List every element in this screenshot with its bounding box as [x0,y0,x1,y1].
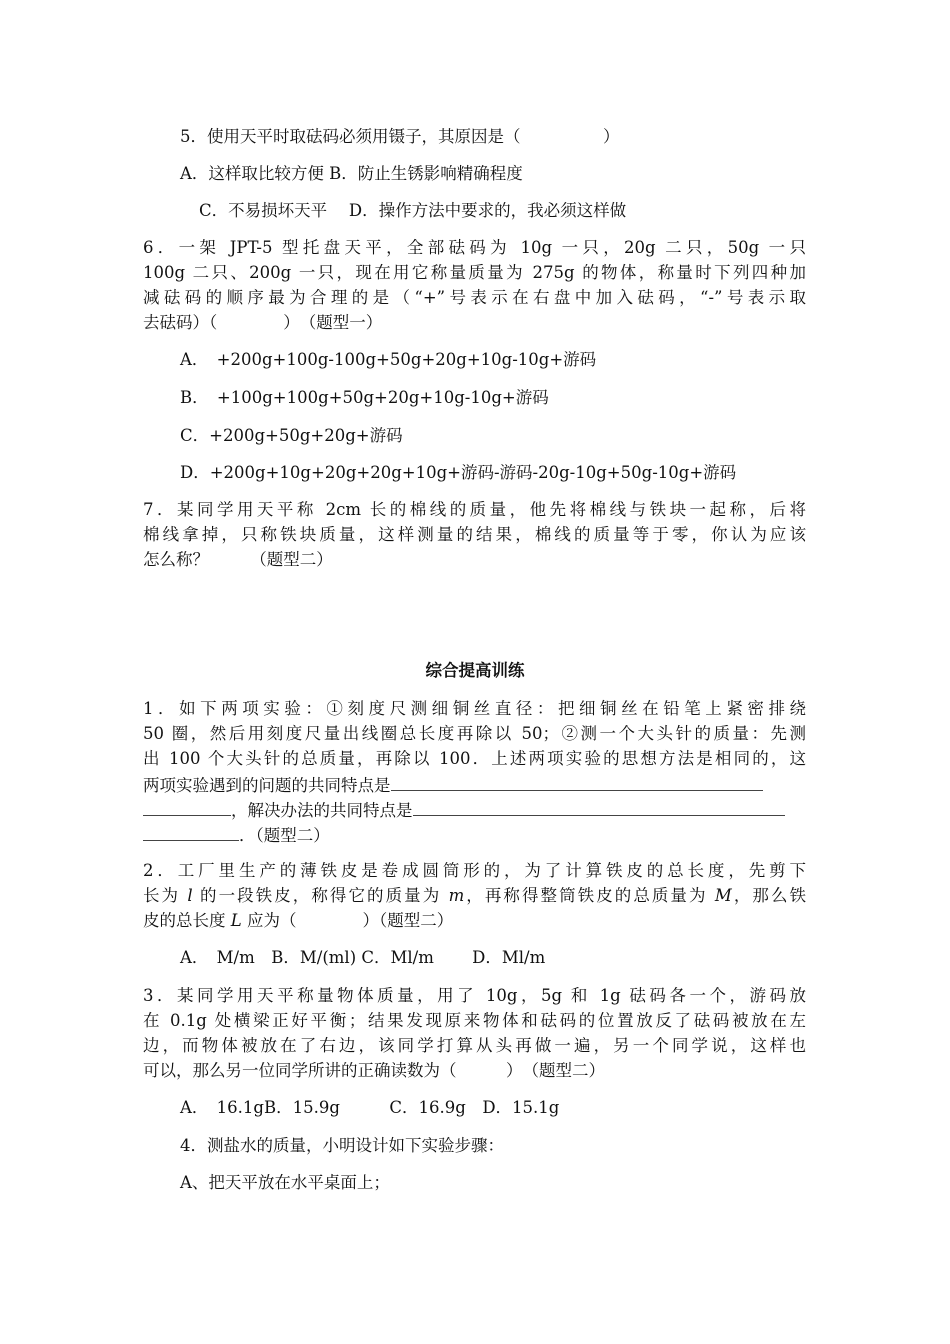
q6-line-1: 6．一架 JPT-5 型托盘天平，全部砝码为 10g 一只，20g 二只，50g 一只 [143,238,806,257]
s3-line-2: 在 0.1g 处横梁正好平衡；结果发现原来物体和砝码的位置放反了砝码被放在左 [143,1011,806,1030]
s1-line-5-text: ，解决办法的共同特点是 [231,801,413,820]
s2-options: A． M/m B．M/(ml) C．Ml/m D．Ml/m [180,948,546,967]
s1-line-1: 1．如下两项实验：①刻度尺测细铜丝直径：把细铜丝在铅笔上紧密排绕 [143,699,806,718]
q7-line-1: 7．某同学用天平称 2cm 长的棉线的质量，他先将棉线与铁块一起称，后将 [143,500,806,519]
s1-line-3: 出 100 个大头针的总质量，再除以 100．上述两项实验的思想方法是相同的，这 [143,749,806,768]
q6-option-d: D．+200g+10g+20g+20g+10g+游码-游码-20g-10g+50g-10g+游码 [180,463,737,482]
var-L: L [230,911,242,930]
s2-line-1: 2．工厂里生产的薄铁皮是卷成圆筒形的，为了计算铁皮的总长度，先剪下 [143,861,806,880]
s2-line-3-a: 皮的总长度 [143,911,231,930]
var-M: M [714,886,732,905]
s2-line-2-a: 长为 [143,886,188,905]
s4-step-a: A、把天平放在水平桌面上； [180,1173,390,1192]
s3-options: A． 16.1gB．15.9g C．16.9g D．15.1g [180,1098,560,1117]
q6-line-4: 去砝码）（ ） （题型一） [143,313,383,332]
s3-line-4: 可以，那么另一位同学所讲的正确读数为（ ） （题型二） [143,1061,605,1080]
q7-line-2: 棉线拿掉，只称铁块质量，这样测量的结果，棉线的质量等于零，你认为应该 [143,525,806,544]
s3-line-1: 3．某同学用天平称量物体质量，用了 10g，5g 和 1g 砝码各一个，游码放 [143,986,806,1005]
answer-blank-2-continued[interactable] [143,823,239,841]
s3-line-3: 边，而物体被放在了右边，该同学打算从头再做一遍，另一个同学说，这样也 [143,1036,806,1055]
q6-line-2: 100g 二只、200g 一只，现在用它称量质量为 275g 的物体，称量时下列四种加 [143,263,806,282]
s2-line-2-b: 的一段铁皮，称得它的质量为 [192,886,449,905]
s1-line-4 [143,773,763,797]
q6-option-c: C．+200g+50g+20g+游码 [180,426,403,445]
s1-line-5 [143,798,785,822]
section-title: 综合提高训练 [425,661,525,680]
answer-blank-2[interactable] [413,798,785,816]
q7-line-3: 怎么称？ （题型二） [143,550,333,569]
s2-line-2-d: ，那么铁 [731,886,806,905]
s2-line-2-c: ，再称得整筒铁皮的总质量为 [464,886,715,905]
q5-options-cd: C．不易损坏天平 D．操作方法中要求的，我必须这样做 [199,201,627,220]
q6-option-a: A． +200g+100g-100g+50g+20g+10g-10g+游码 [180,350,597,369]
var-m: m [448,886,465,905]
s1-line-6-text: ．（题型二） [239,826,330,845]
s1-line-6 [143,823,330,847]
q6-option-b: B． +100g+100g+50g+20g+10g-10g+游码 [180,388,549,407]
q5-stem: 5．使用天平时取砝码必须用镊子，其原因是（ ） [180,127,620,146]
q6-line-3: 减砝码的顺序最为合理的是（“+”号表示在右盘中加入砝码，“-”号表示取 [143,288,806,307]
s2-line-3 [143,910,453,932]
s2-line-3-b: 应为（ ）（题型二） [241,911,454,930]
s4-line-1: 4．测盐水的质量，小明设计如下实验步骤： [180,1136,504,1155]
s2-line-2 [143,885,806,907]
s1-line-4-text: 两项实验遇到的问题的共同特点是 [143,776,391,795]
var-l: l [187,886,193,905]
s1-line-2: 50 圈，然后用刻度尺量出线圈总长度再除以 50；②测一个大头针的质量：先测 [143,724,806,743]
answer-blank-1-continued[interactable] [143,798,231,816]
q5-options-ab: A．这样取比较方便 B．防止生锈影响精确程度 [180,164,523,183]
answer-blank-1[interactable] [391,773,763,791]
